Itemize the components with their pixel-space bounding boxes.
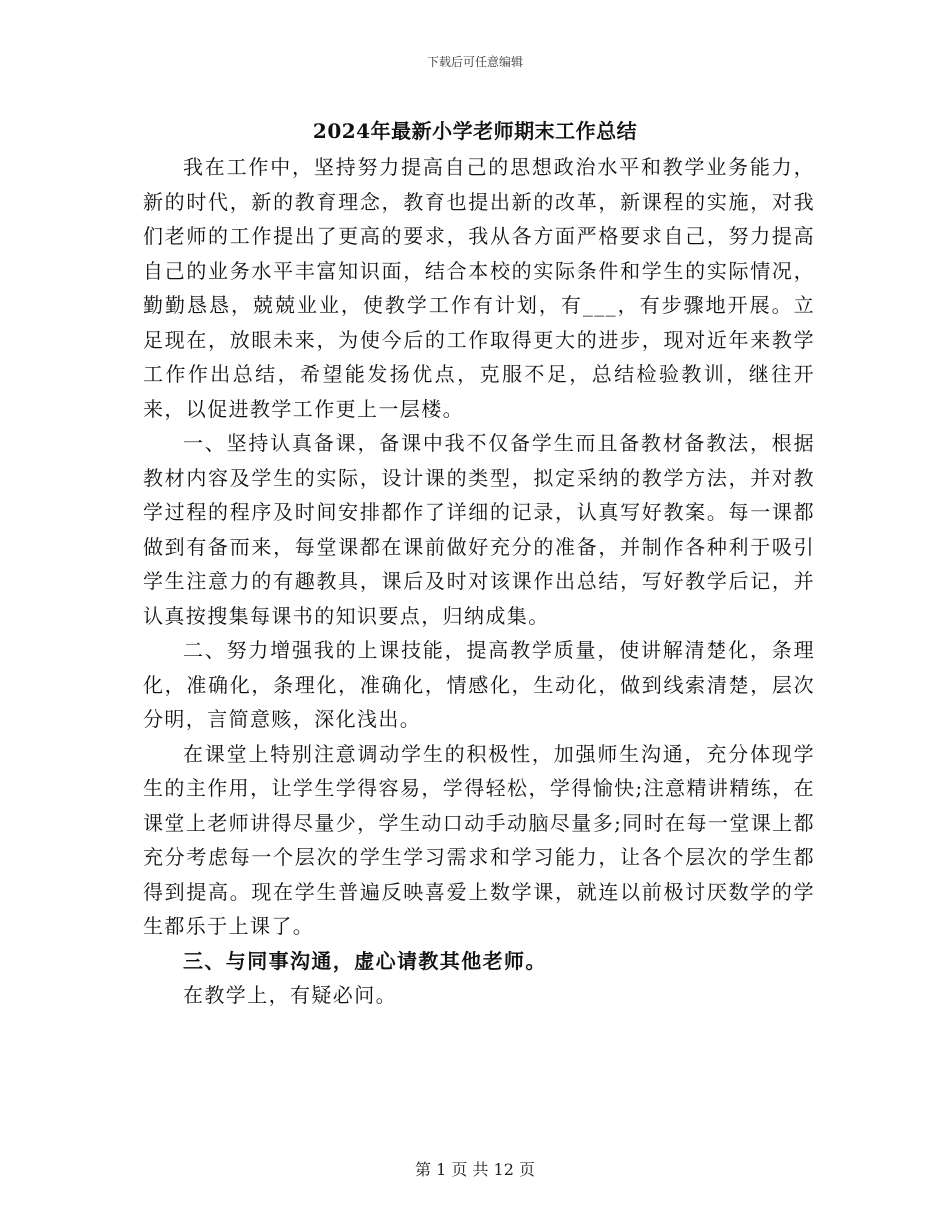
page-number: 第 1 页 共 12 页 [415,1160,535,1179]
document-title: 2024年最新小学老师期末工作总结 [312,119,638,143]
header-note: 下载后可任意编辑 [426,55,523,69]
paragraph-section-2: 二、努力增强我的上课技能，提高教学质量，使讲解清楚化，条理化，准确化，条理化，准确化，情感化，生动化，做到线索清楚，层次分明，言简意赅，深化浅出。 [143,638,815,731]
paragraph-classroom: 在课堂上特别注意调动学生的积极性，加强师生沟通，充分体现学生的主作用，让学生学得容易，学得轻松，学得愉快;注意精讲精练，在课堂上老师讲得尽量少，学生动口动手动脑尽量多;同时在每一堂课上都充分考虑每一个层次的学生学习需求和学习能力，让各个层次的学生都得到提高。现在学生普遍反映喜爱上数学课，就连以前极讨厌数学的学生都乐于上课了。 [143,741,815,938]
paragraph-section-3: 在教学上，有疑必问。 [183,983,397,1007]
section-3-heading: 三、与同事沟通，虚心请教其他老师。 [183,948,547,973]
paragraph-intro: 我在工作中，坚持努力提高自己的思想政治水平和教学业务能力，新的时代，新的教育理念，教育也提出新的改革，新课程的实施，对我们老师的工作提出了更高的要求，我从各方面严格要求自己，努力提高自己的业务水平丰富知识面，结合本校的实际条件和学生的实际情况，勤勤恳恳，兢兢业业，使教学工作有计划，有___，有步骤地开展。立足现在，放眼未来，为使今后的工作取得更大的进步，现对近年来教学工作作出总结，希望能发扬优点，克服不足，总结检验教训，继往开来，以促进教学工作更上一层楼。 [143,155,815,421]
paragraph-section-1: 一、坚持认真备课，备课中我不仅备学生而且备教材备教法，根据教材内容及学生的实际，设计课的类型，拟定采纳的教学方法，并对教学过程的程序及时间安排都作了详细的记录，认真写好教案。每一课都做到有备而来，每堂课都在课前做好充分的准备，并制作各种利于吸引学生注意力的有趣教具，课后及时对该课作出总结，写好教学后记，并认真按搜集每课书的知识要点，归纳成集。 [143,431,815,628]
document-body [143,150,815,1013]
